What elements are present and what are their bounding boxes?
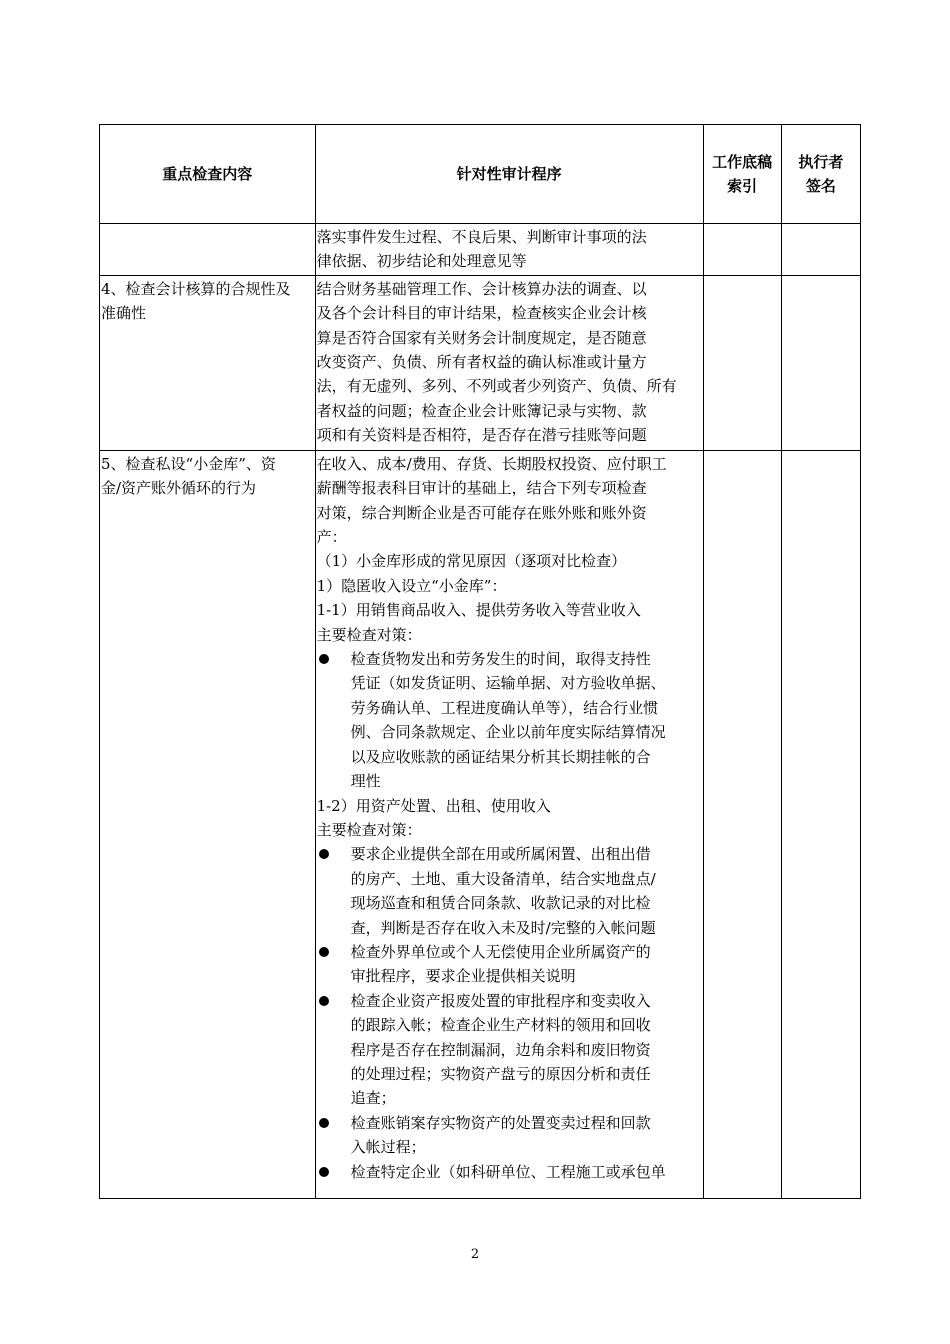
procedure-line: 在收入、成本/费用、存货、长期股权投资、应付职工 [316, 454, 667, 473]
bullet-text: 检查账销案存实物资产的处置变卖过程和回款 [350, 1113, 651, 1132]
procedure-line: 产： [316, 528, 347, 547]
procedure-line: （1）小金库形成的常见原因（逐项对比检查） [316, 552, 627, 571]
bullet-item [317, 940, 703, 964]
header-workpaper-index-line: 索引 [727, 177, 758, 195]
header-executor-signature-line: 签名 [805, 177, 836, 195]
bullet-continuation: 的房产、土地、重大设备清单，结合实地盘点/ [350, 869, 656, 888]
key-content-line: 准确性 [101, 304, 147, 323]
bullet-continuation: 追查； [350, 1089, 396, 1108]
procedure-line: 律依据、初步结论和处理意见等 [316, 252, 527, 271]
bullet-item [317, 1111, 703, 1135]
procedure-line: 改变资产、负债、所有者权益的确认标准或计量方 [316, 353, 647, 372]
procedure-line: 落实事件发生过程、不良后果、判断审计事项的法 [316, 228, 647, 246]
workpaper-index-cell [703, 275, 781, 450]
procedure-cell [315, 224, 703, 276]
table-row [100, 275, 861, 450]
table-header-row [100, 125, 861, 224]
key-content-cell [100, 224, 316, 276]
bullet-continuation: 入帐过程； [350, 1138, 426, 1157]
header-executor-signature-line: 执行者 [798, 153, 844, 171]
page-number: 2 [470, 1247, 480, 1262]
bullet-text: 检查企业资产报废处置的审批程序和变卖收入 [350, 991, 651, 1010]
procedure-line: 结合财务基础管理工作、会计核算办法的调查、以 [316, 279, 647, 298]
procedure-line: 及各个会计科目的审计结果，检查核实企业会计核 [316, 304, 647, 323]
executor-signature-cell [781, 450, 860, 1198]
bullet-dot-icon [319, 996, 329, 1006]
key-content-line: 金/资产账外循环的行为 [101, 479, 257, 498]
header-executor-signature [781, 125, 860, 224]
bullet-dot-icon [319, 849, 329, 859]
procedure-cell [315, 450, 703, 1198]
workpaper-index-cell [703, 224, 781, 276]
bullet-text: 检查货物发出和劳务发生的时间，取得支持性 [350, 650, 651, 669]
bullet-continuation: 凭证（如发货证明、运输单据、对方验收单据、 [350, 674, 666, 693]
procedure-line: 1-1）用销售商品收入、提供劳务收入等营业收入 [316, 601, 641, 620]
key-content-cell [100, 450, 316, 1198]
procedure-line: 法，有无虚列、多列、不列或者少列资产、负债、所有 [316, 377, 677, 396]
bullet-text: 检查特定企业（如科研单位、工程施工或承包单 [350, 1162, 666, 1181]
bullet-text: 检查外界单位或个人无偿使用企业所属资产的 [350, 942, 651, 961]
bullet-continuation: 理性 [350, 772, 381, 791]
bullet-dot-icon [319, 947, 329, 957]
header-workpaper-index-line: 工作底稿 [712, 153, 773, 171]
key-content-cell [100, 275, 316, 450]
audit-procedure-table [99, 124, 861, 1199]
executor-signature-cell [781, 224, 860, 276]
procedure-line: 算是否符合国家有关财务会计制度规定，是否随意 [316, 328, 647, 347]
bullet-dot-icon [319, 1118, 329, 1128]
bullet-continuation: 查，判断是否存在收入未及时/完整的入帐问题 [350, 918, 656, 937]
bullet-text: 要求企业提供全部在用或所属闲置、出租出借 [350, 845, 651, 864]
bullet-continuation: 的跟踪入帐；检查企业生产材料的领用和回收 [350, 1016, 651, 1035]
bullet-continuation: 审批程序，要求企业提供相关说明 [350, 967, 576, 986]
procedure-line: 主要检查对策： [316, 820, 422, 839]
header-key-content: 重点检查内容 [100, 125, 316, 224]
bullet-continuation: 例、合同条款规定、企业以前年度实际结算情况 [350, 723, 666, 742]
bullet-item [317, 1160, 703, 1184]
bullet-continuation: 以及应收账款的函证结果分析其长期挂帐的合 [350, 747, 651, 766]
bullet-item [317, 842, 703, 866]
bullet-continuation: 劳务确认单、工程进度确认单等），结合行业惯 [350, 698, 659, 717]
bullet-continuation: 的处理过程；实物资产盘亏的原因分析和责任 [350, 1064, 651, 1083]
header-workpaper-index [703, 125, 781, 224]
procedure-line: 薪酬等报表科目审计的基础上，结合下列专项检查 [316, 479, 647, 498]
procedure-line: 对策，综合判断企业是否可能存在账外账和账外资 [316, 503, 647, 522]
table-row [100, 450, 861, 1198]
bullet-item [317, 647, 703, 671]
key-content-line: 5、检查私设“小金库”、资 [101, 454, 276, 473]
bullet-dot-icon [319, 654, 329, 664]
bullet-item [317, 989, 703, 1013]
procedure-line: 项和有关资料是否相符，是否存在潜亏挂账等问题 [316, 426, 647, 445]
workpaper-index-cell [703, 450, 781, 1198]
bullet-continuation: 程序是否存在控制漏洞，边角余料和废旧物资 [350, 1040, 651, 1059]
bullet-continuation: 现场巡查和租赁合同条款、收款记录的对比检 [350, 894, 651, 913]
procedure-line: 1-2）用资产处置、出租、使用收入 [316, 796, 551, 815]
procedure-line: 者权益的问题；检查企业会计账簿记录与实物、款 [316, 401, 647, 420]
bullet-dot-icon [319, 1167, 329, 1177]
header-audit-procedure: 针对性审计程序 [315, 125, 703, 224]
table-row [100, 224, 861, 276]
procedure-line: 主要检查对策： [316, 625, 422, 644]
key-content-line: 4、检查会计核算的合规性及 [101, 279, 291, 298]
procedure-line: 1）隐匿收入设立“小金库”： [316, 576, 507, 595]
executor-signature-cell [781, 275, 860, 450]
procedure-cell [315, 275, 703, 450]
